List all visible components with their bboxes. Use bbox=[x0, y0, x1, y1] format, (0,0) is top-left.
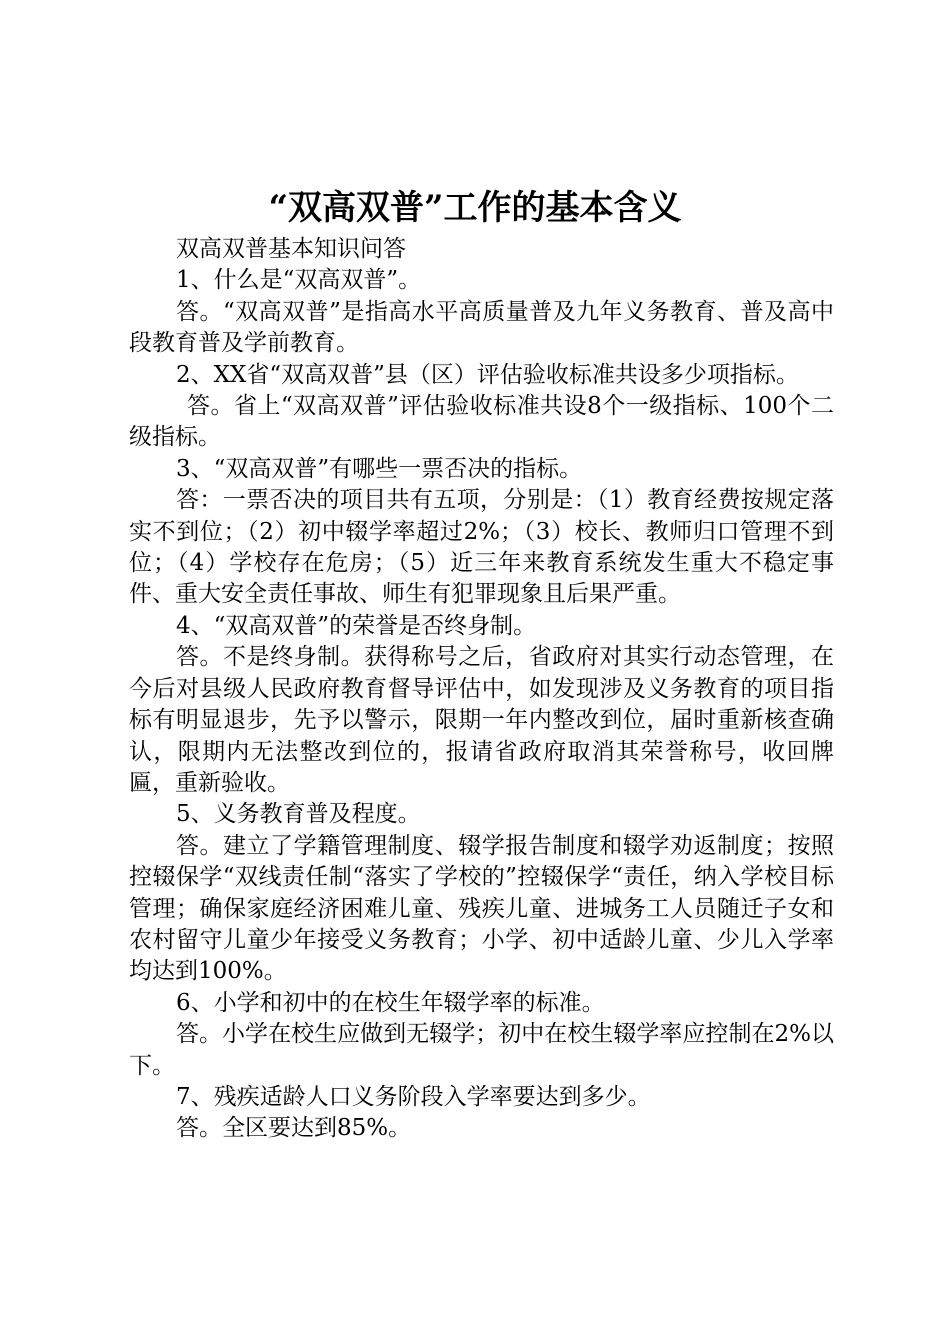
question-4: 4、“双高双普”的荣誉是否终身制。 bbox=[176, 612, 537, 639]
answer-7: 答。全区要达到85%。 bbox=[176, 1115, 412, 1142]
answer-4: 答。不是终身制。获得称号之后，省政府对其实行动态管理，在今后对县级人民政府教育督导评估中，如发现涉及义务教育的项目指标有明显退步，先予以警示，限期一年内整改到位，届时重新核查确认，限期内无法整改到位的，报请省政府取消其荣誉称号，收回牌匾，重新验收。 bbox=[129, 644, 834, 796]
answer-6: 答。小学在校生应做到无辍学；初中在校生辍学率应控制在2%以下。 bbox=[129, 1021, 834, 1079]
document-body bbox=[129, 234, 834, 1145]
question-3: 3、“双高双普”有哪些一票否决的指标。 bbox=[176, 455, 583, 482]
question-5: 5、义务教育普及程度。 bbox=[176, 801, 421, 828]
document-title: “双高双普”工作的基本含义 bbox=[268, 188, 682, 228]
answer-5: 答。建立了学籍管理制度、辍学报告制度和辍学劝返制度；按照控辍保学“双线责任制“落实了学校的”控辍保学“责任，纳入学校目标管理；确保家庭经济困难儿童、残疾儿童、进城务工人员随迁子女和农村留守儿童少年接受义务教育；小学、初中适龄儿童、少儿入学率均达到100%。 bbox=[129, 832, 834, 985]
question-2: 2、XX省“双高双普”县（区）评估验收标准共设多少项指标。 bbox=[176, 361, 799, 388]
answer-2: 答。省上“双高双普”评估验收标准共设8个一级指标、100个二级指标。 bbox=[129, 393, 834, 451]
question-1: 1、什么是“双高双普”。 bbox=[176, 267, 422, 294]
answer-1: 答。“双高双普”是指高水平高质量普及九年义务教育、普及高中段教育普及学前教育。 bbox=[129, 298, 834, 357]
paragraph-heading: 双高双普基本知识问答 bbox=[176, 236, 406, 262]
question-7: 7、残疾适龄人口义务阶段入学率要达到多少。 bbox=[176, 1083, 651, 1110]
answer-3: 答：一票否决的项目共有五项，分别是：（1）教育经费按规定落实不到位；（2）初中辍学率超过2%；（3）校长、教师归口管理不到位；（4）学校存在危房；（5）近三年来教育系统发生重大不稳定事件、重大安全责任事故、师生有犯罪现象且后果严重。 bbox=[129, 487, 834, 608]
question-6: 6、小学和初中的在校生年辍学率的标准。 bbox=[176, 989, 605, 1016]
